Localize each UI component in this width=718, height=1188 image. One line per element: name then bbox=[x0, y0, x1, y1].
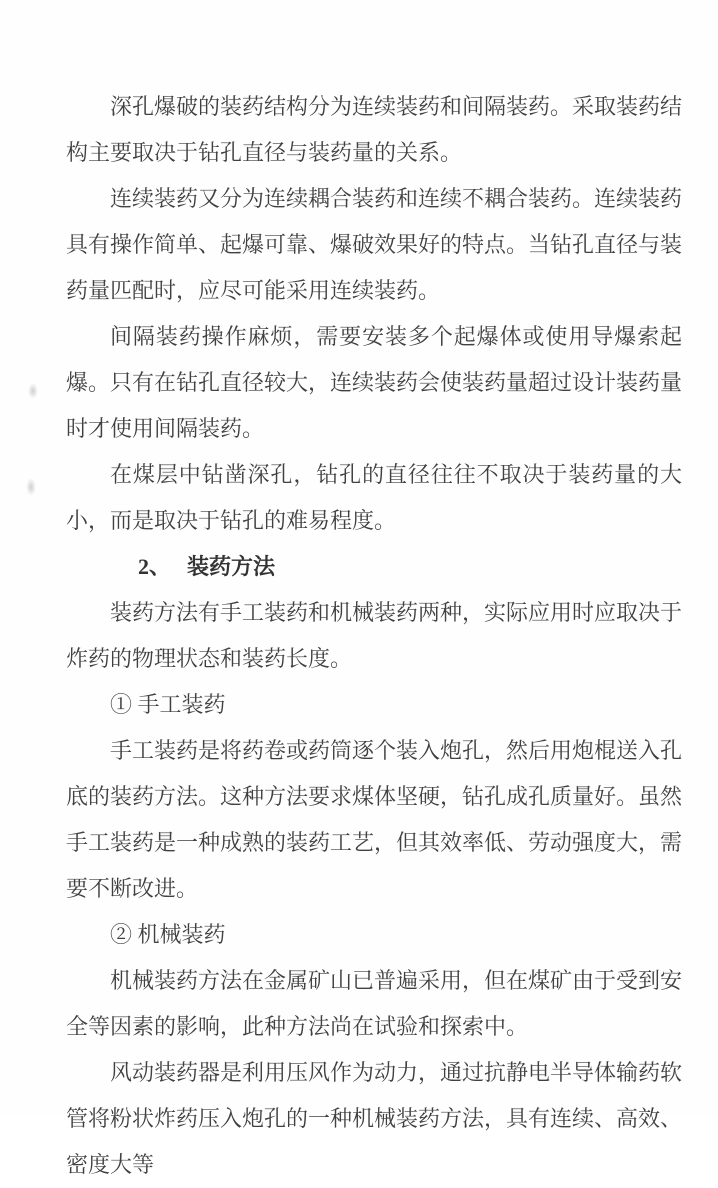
subheading-manual-charging: ① 手工装药 bbox=[110, 692, 226, 717]
paragraph-pneumatic-charger: 风动装药器是利用压风作为动力，通过抗静电半导体输药软管将粉状炸药压入炮孔的一种机械装药方法，具有连续、高效、密度大等 bbox=[66, 1060, 683, 1177]
paragraph-spaced-charge: 间隔装药操作麻烦，需要安装多个起爆体或使用导爆索起爆。只有在钻孔直径较大，连续装药会使装药量超过设计装药量时才使用间隔装药。 bbox=[66, 324, 683, 441]
subheading-mechanical-charging: ② 机械装药 bbox=[110, 922, 226, 947]
section-number: 2、 bbox=[138, 554, 172, 579]
paragraph-charge-structure: 深孔爆破的装药结构分为连续装药和间隔装药。采取装药结构主要取决于钻孔直径与装药量的关系。 bbox=[66, 94, 683, 165]
paragraph-mechanical-charging-detail: 机械装药方法在金属矿山已普遍采用，但在煤矿由于受到安全等因素的影响，此种方法尚在试验和探索中。 bbox=[66, 968, 683, 1039]
paragraph-method-overview: 装药方法有手工装药和机械装药两种，实际应用时应取决于炸药的物理状态和装药长度。 bbox=[66, 600, 683, 671]
section-title: 装药方法 bbox=[187, 554, 276, 579]
scan-artifact bbox=[26, 478, 36, 496]
paragraph-coal-seam-drilling: 在煤层中钻凿深孔，钻孔的直径往往不取决于装药量的大小，而是取决于钻孔的难易程度。 bbox=[66, 462, 682, 533]
paragraph-continuous-charge: 连续装药又分为连续耦合装药和连续不耦合装药。连续装药具有操作简单、起爆可靠、爆破效果好的特点。当钻孔直径与装药量匹配时，应尽可能采用连续装药。 bbox=[66, 186, 683, 303]
scan-artifact bbox=[28, 383, 38, 399]
paragraph-manual-charging-detail: 手工装药是将药卷或药筒逐个装入炮孔，然后用炮棍送入孔底的装药方法。这种方法要求煤体坚硬，钻孔成孔质量好。虽然手工装药是一种成熟的装药工艺，但其效率低、劳动强度大，需要不断改进。 bbox=[66, 738, 683, 901]
section-heading-charging-methods bbox=[66, 544, 682, 590]
